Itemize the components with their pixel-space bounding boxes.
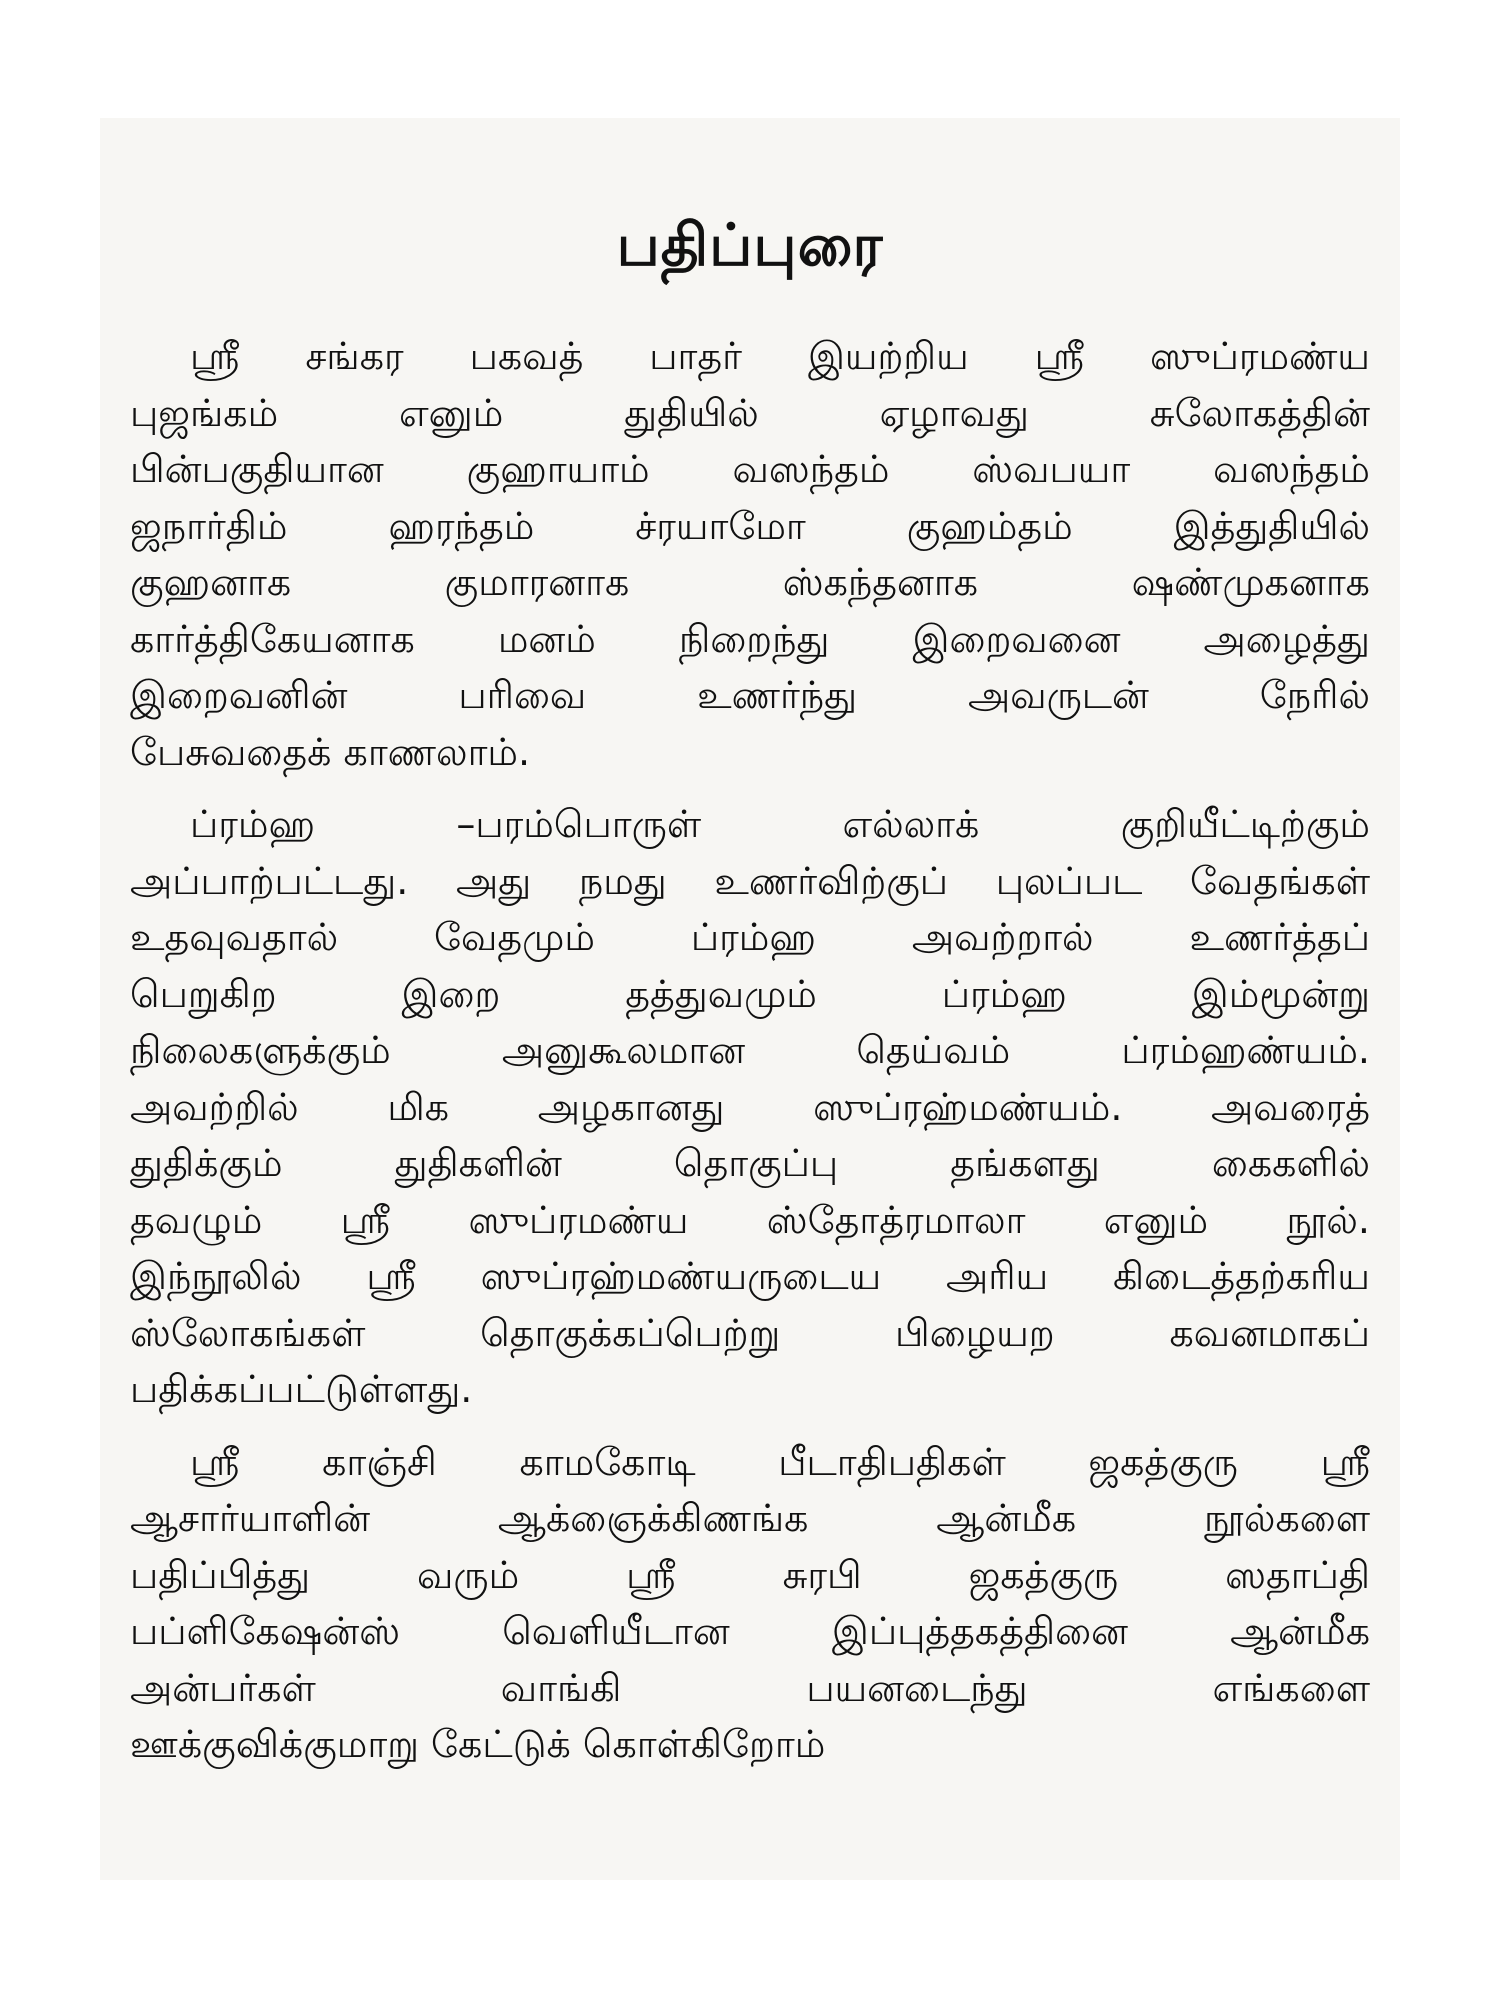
text-line: அவற்றில் மிக அழகானது ஸுப்ரஹ்மண்யம். அவரைத் <box>130 1084 1370 1129</box>
text-line: ஸ்ரீ சங்கர பகவத் பாதர் இயற்றிய ஸ்ரீ ஸுப்ரமண்ய <box>190 334 1370 378</box>
text-line: பப்ளிகேஷன்ஸ் வெளியீடான இப்புத்தகத்தினை ஆன்மீக <box>130 1609 1370 1653</box>
text-line: பதிப்பித்து வரும் ஸ்ரீ சுரபி ஜகத்குரு ஸதாப்தி <box>130 1552 1370 1597</box>
text-line: நிலைகளுக்கும் அனுகூலமான தெய்வம் ப்ரம்ஹண்யம். <box>130 1028 1370 1072</box>
text-line: ஆசார்யாளின் ஆக்ஞைக்கிணங்க ஆன்மீக நூல்களை <box>130 1496 1370 1540</box>
text-line: பேசுவதைக் காணலாம். <box>130 729 531 774</box>
text-line: அப்பாற்பட்டது. அது நமது உணர்விற்குப் புலப்பட வேதங்கள் <box>130 858 1370 903</box>
text-line: பின்பகுதியான குஹாயாம் வஸந்தம் ஸ்வபயா வஸந்தம் <box>130 447 1370 491</box>
paragraph-2 <box>130 796 1370 1418</box>
text-line: கார்த்திகேயனாக மனம் நிறைந்து இறைவனை அழைத்து <box>130 616 1370 661</box>
text-line: ஸ்ரீ காஞ்சி காமகோடி பீடாதிபதிகள் ஜகத்குரு ஸ்ரீ <box>190 1439 1370 1484</box>
paragraph-1 <box>130 328 1370 780</box>
text-line: குஹனாக குமாரனாக ஸ்கந்தனாக ஷண்முகனாக <box>130 560 1370 604</box>
text-line: இறைவனின் பரிவை உணர்ந்து அவருடன் நேரில் <box>130 673 1370 717</box>
text-line: பதிக்கப்பட்டுள்ளது. <box>130 1367 473 1411</box>
text-line: துதிக்கும் துதிகளின் தொகுப்பு தங்களது கைகளில் <box>130 1141 1370 1185</box>
text-line: அன்பர்கள் வாங்கி பயனடைந்து எங்களை <box>130 1665 1370 1710</box>
text-line: பெறுகிற இறை தத்துவமும் ப்ரம்ஹ இம்மூன்று <box>130 971 1370 1016</box>
text-line: தவழும் ஸ்ரீ ஸுப்ரமண்ய ஸ்தோத்ரமாலா எனும் நூல். <box>130 1197 1370 1242</box>
text-line: ஊக்குவிக்குமாறு கேட்டுக் கொள்கிறோம் <box>130 1722 826 1766</box>
text-line: இந்நூலில் ஸ்ரீ ஸுப்ரஹ்மண்யருடைய அரிய கிடைத்தற்கரிய <box>130 1254 1370 1298</box>
document-body <box>130 200 1370 1789</box>
text-line: ஜநார்திம் ஹரந்தம் ச்ரயாமோ குஹம்தம் இத்துதியில் <box>130 503 1370 548</box>
text-line: ப்ரம்ஹ –பரம்பொருள் எல்லாக் குறியீட்டிற்கும் <box>190 802 1370 846</box>
text-line: உதவுவதால் வேதமும் ப்ரம்ஹ அவற்றால் உணர்த்தப் <box>130 915 1370 959</box>
text-line: ஸ்லோகங்கள் தொகுக்கப்பெற்று பிழையற கவனமாகப் <box>130 1310 1370 1355</box>
page-title: பதிப்புரை <box>616 211 884 279</box>
paragraph-3 <box>130 1434 1370 1773</box>
text-line: புஜங்கம் எனும் துதியில் ஏழாவது சுலோகத்தின் <box>130 390 1370 435</box>
